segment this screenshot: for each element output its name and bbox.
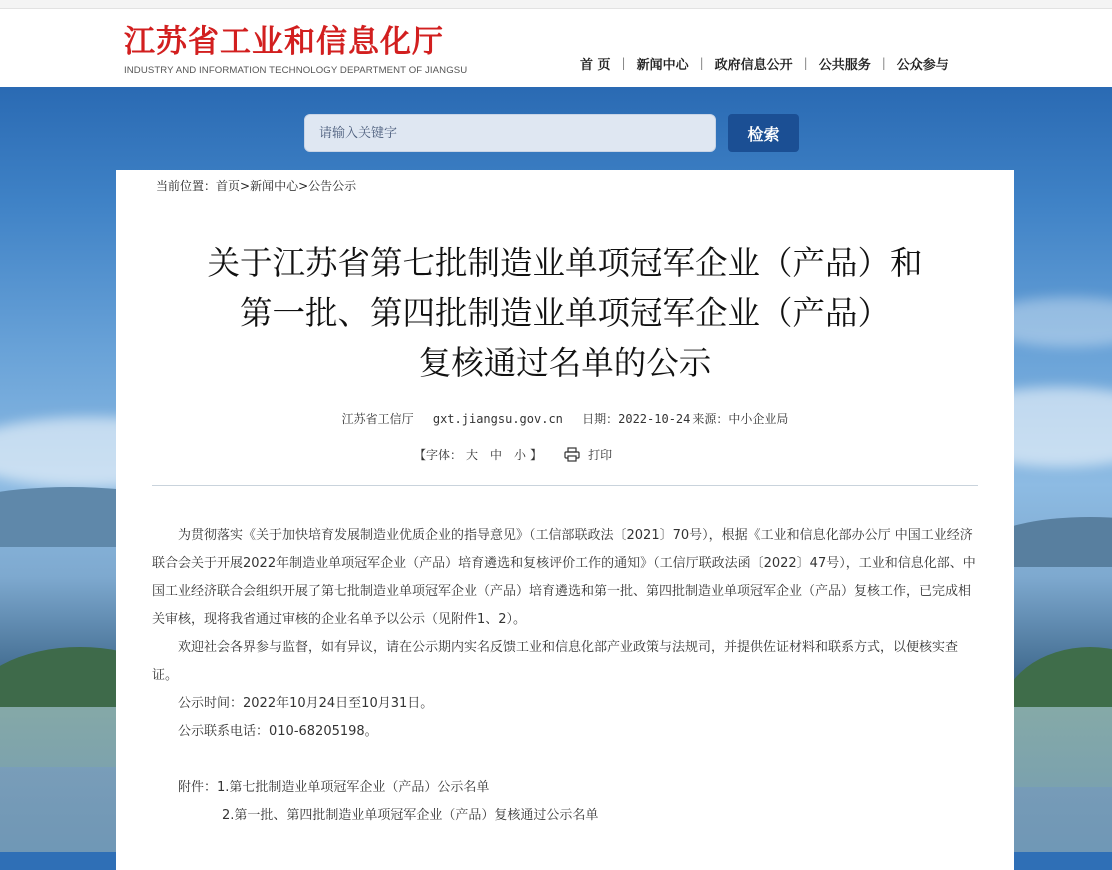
body-paragraph: 公示时间：2022年10月24日至10月31日。 xyxy=(178,696,434,711)
article-date: 日期：2022-10-24 xyxy=(582,412,691,426)
article-tools xyxy=(414,446,612,463)
article-source: 来源：中小企业局 xyxy=(692,412,789,426)
body-paragraph: 欢迎社会各界参与监督，如有异议，请在公示期内实名反馈工业和信息化部产业政策与法规司，并提供佐证材料和联系方式，以便核实查证。 xyxy=(152,640,959,683)
article-panel xyxy=(116,170,1014,870)
breadcrumb-separator: > xyxy=(298,179,309,193)
site-header xyxy=(0,9,1112,87)
font-size-label: 【字体： xyxy=(414,448,463,462)
breadcrumb-announcements[interactable]: 公告公示 xyxy=(308,179,357,193)
divider xyxy=(152,485,978,486)
article-site-url: gxt.jiangsu.gov.cn xyxy=(432,412,563,426)
search-input[interactable] xyxy=(304,114,716,152)
top-strip xyxy=(0,0,1112,9)
spacer xyxy=(152,746,980,774)
title-line: 关于江苏省第七批制造业单项冠军企业（产品）和 xyxy=(207,244,923,282)
body-paragraph: 公示联系电话：010-68205198。 xyxy=(178,724,378,739)
nav-separator: | xyxy=(621,56,626,70)
attachment-line xyxy=(152,774,980,802)
main-nav xyxy=(572,53,957,73)
font-size-large[interactable]: 大 xyxy=(466,448,479,462)
logo-english-name: INDUSTRY AND INFORMATION TECHNOLOGY DEPARTMENT OF JIANGSU xyxy=(124,65,468,76)
print-label: 打印 xyxy=(588,448,613,462)
nav-item-public-service[interactable]: 公共服务 xyxy=(818,57,871,73)
nav-item-participation[interactable]: 公众参与 xyxy=(896,57,949,73)
nav-item-news-center[interactable]: 新闻中心 xyxy=(636,57,689,73)
nav-item-gov-info[interactable]: 政府信息公开 xyxy=(714,57,793,73)
nav-item-home[interactable]: 首 页 xyxy=(580,57,611,73)
font-size-small[interactable]: 小 xyxy=(514,448,527,462)
article-title xyxy=(156,238,974,388)
print-button[interactable] xyxy=(564,446,612,463)
attachment-line xyxy=(152,802,980,830)
attachments-label: 附件： xyxy=(178,780,218,795)
title-line: 第一批、第四批制造业单项冠军企业（产品） xyxy=(239,294,890,332)
breadcrumb-separator: > xyxy=(240,179,251,193)
nav-separator: | xyxy=(803,56,808,70)
article-meta xyxy=(116,410,1014,427)
font-size-close: 】 xyxy=(530,448,543,462)
nav-separator: | xyxy=(881,56,886,70)
attachment-link-1[interactable]: 1.第七批制造业单项冠军企业（产品）公示名单 xyxy=(217,780,490,795)
site-logo[interactable] xyxy=(124,23,468,79)
article-publisher: 江苏省工信厅 xyxy=(341,412,414,426)
nav-separator: | xyxy=(699,56,704,70)
breadcrumb-prefix: 当前位置： xyxy=(156,179,217,193)
font-size-medium[interactable]: 中 xyxy=(490,448,503,462)
body-paragraph: 为贯彻落实《关于加快培育发展制造业优质企业的指导意见》（工信部联政法〔2021〕70号），根据《工业和信息化部办公厅 中国工业经济联合会关于开展2022年制造业单项冠军企业（产品）培育遴选和复核评价工作的通知》（工信厅联政法函〔2022〕47号），工业和信息化部、中国工业经济联合会组织开展了第七批制造业单项冠军企业（产品）培育遴选和第一批、第四批制造业单项冠军企业（产品）复核工作，已完成相关审核，现将我省通过审核的企业名单予以公示（见附件1、2）。 xyxy=(152,528,976,627)
breadcrumb-home[interactable]: 首页 xyxy=(216,179,241,193)
article-body xyxy=(152,522,980,830)
attachment-link-2[interactable]: 2.第一批、第四批制造业单项冠军企业（产品）复核通过公示名单 xyxy=(222,808,599,823)
title-line: 复核通过名单的公示 xyxy=(418,344,712,382)
logo-chinese-name: 江苏省工业和信息化厅 xyxy=(124,24,444,60)
breadcrumb-news-center[interactable]: 新闻中心 xyxy=(250,179,299,193)
breadcrumb xyxy=(156,177,356,194)
search-button[interactable]: 检索 xyxy=(728,114,799,152)
printer-icon xyxy=(564,447,580,462)
